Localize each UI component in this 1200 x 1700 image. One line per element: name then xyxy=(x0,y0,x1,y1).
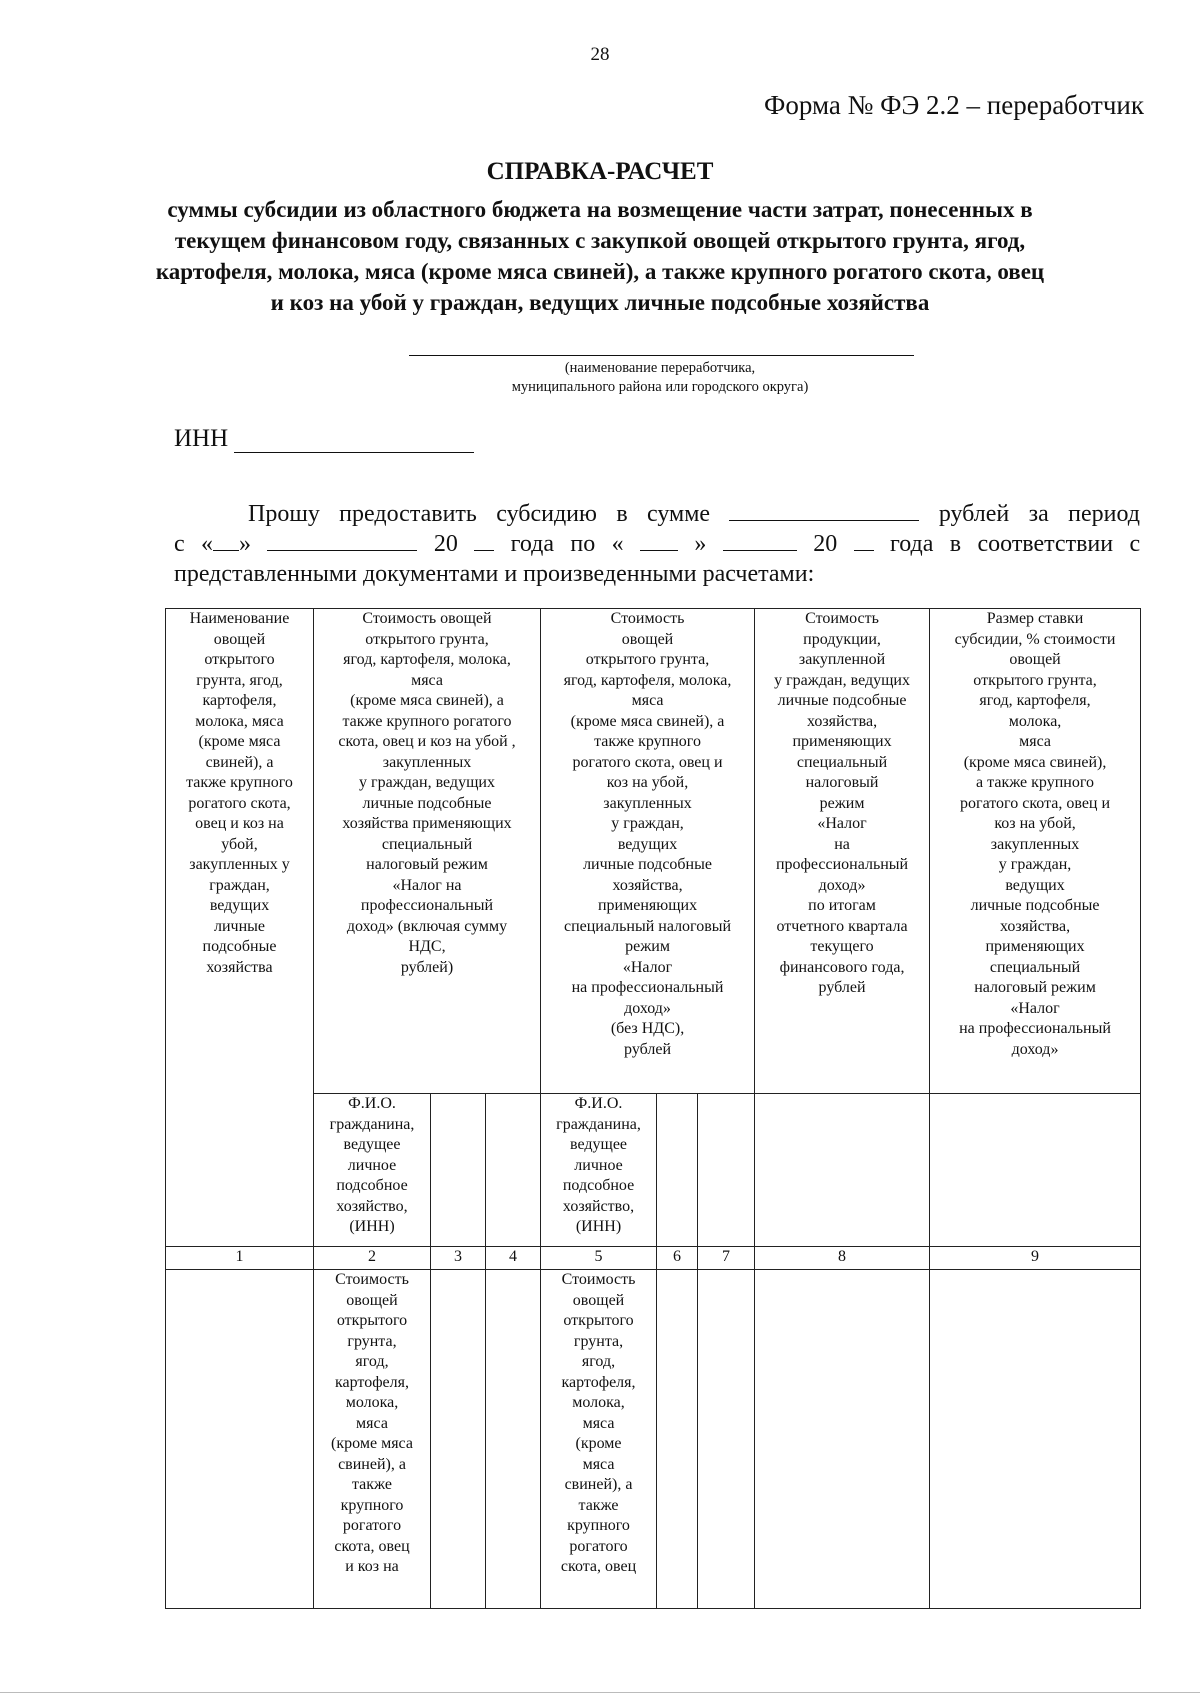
processor-name-caption xyxy=(350,359,970,397)
column-number-row xyxy=(166,1247,1141,1270)
data-cell[interactable] xyxy=(755,1270,930,1609)
request-line-1 xyxy=(174,499,1140,529)
request-text-part: года по « xyxy=(510,531,624,557)
page-number: 28 xyxy=(590,44,610,65)
fio-cell-with-vat xyxy=(314,1094,431,1247)
start-month-blank[interactable] xyxy=(267,530,417,551)
request-text-part: » xyxy=(694,531,707,557)
request-text-part: представленными документами и произведенными расчетами: xyxy=(174,561,815,587)
request-text-part: » xyxy=(239,531,252,557)
fio-cell-without-vat xyxy=(541,1094,657,1247)
request-line-2 xyxy=(174,529,1140,559)
column-number: 1 xyxy=(166,1247,314,1270)
request-text-part: Прошу предоставить субсидию в сумме xyxy=(248,501,711,527)
caption-line-1: (наименование переработчика, xyxy=(564,360,756,376)
form-number: Форма № ФЭ 2.2 – переработчик xyxy=(764,90,1144,120)
data-cell[interactable] xyxy=(930,1270,1141,1609)
empty-cell[interactable] xyxy=(755,1094,930,1247)
request-text-part: с « xyxy=(174,531,214,557)
processor-name-blank[interactable] xyxy=(409,355,914,356)
request-text-part: рублей за период xyxy=(938,501,1140,527)
column-number: 8 xyxy=(755,1247,930,1270)
column-number: 3 xyxy=(431,1247,486,1270)
header-cell-subsidy-rate xyxy=(930,609,1141,1094)
end-year-blank[interactable] xyxy=(854,530,874,551)
request-text-part: года в соответствии с xyxy=(889,531,1141,557)
header-text: Наименование овощей открытого грунта, ягод, картофеля, молока, мяса (кроме мяса свиней), а также крупного рогатого скота, овец и коз на убой, закупленных у граждан, ведущих личные подсобные хозяйства xyxy=(186,610,293,976)
header-cell-product-name xyxy=(166,609,314,1247)
data-row xyxy=(166,1270,1141,1609)
column-number: 2 xyxy=(314,1247,431,1270)
data-cell[interactable] xyxy=(698,1270,755,1609)
caption-line-2: муниципального района или городского округа) xyxy=(511,379,809,395)
data-cell[interactable] xyxy=(166,1270,314,1609)
document-title: СПРАВКА-РАСЧЕТ xyxy=(486,158,714,185)
end-month-blank[interactable] xyxy=(723,530,797,551)
header-text: Стоимость овощей открытого грунта, ягод, картофеля, молока, мяса (кроме мяса свиней), а также крупного рогатого скота, овец и коз на убой, закупленных у граждан, ведущих личные подсобные хозяйства, применяющих специальный налоговый режим «Налог на профессиональный доход» (без НДС), рублей xyxy=(563,610,732,1058)
header-text: Стоимость овощей открытого грунта, ягод, картофеля, молока, мяса (кроме мяса свиней), а также крупного рогатого скота, овец и коз на убой , закупленных у граждан, ведущих личные подсобные хозяйства применяющих специальный налоговый режим «Налог на профессиональный доход» (включая сумму НДС, рублей) xyxy=(338,610,516,976)
start-day-blank[interactable] xyxy=(213,530,239,551)
request-text-part: 20 xyxy=(813,531,838,557)
column-number: 9 xyxy=(930,1247,1141,1270)
empty-cell[interactable] xyxy=(431,1094,486,1247)
data-cell[interactable] xyxy=(486,1270,541,1609)
column-number: 6 xyxy=(657,1247,698,1270)
header-cell-cost-with-vat xyxy=(314,609,541,1094)
column-number: 7 xyxy=(698,1247,755,1270)
column-number: 5 xyxy=(541,1247,657,1270)
cost-text: Стоимость овощей открытого грунта, ягод, картофеля, молока, мяса (кроме мяса свиней), а также крупного рогатого скота, овец и коз на xyxy=(331,1271,413,1575)
fio-text: Ф.И.О. гражданина, ведущее личное подсобное хозяйство, (ИНН) xyxy=(329,1095,415,1235)
inn-blank[interactable] xyxy=(234,428,474,453)
start-year-blank[interactable] xyxy=(474,530,494,551)
empty-cell[interactable] xyxy=(657,1094,698,1247)
amount-blank[interactable] xyxy=(729,500,919,521)
column-number: 4 xyxy=(486,1247,541,1270)
data-cell[interactable] xyxy=(657,1270,698,1609)
header-text: Стоимость продукции, закупленной у граждан, ведущих личные подсобные хозяйства, применяющих специальный налоговый режим «Налог на профессиональный доход» по итогам отчетного квартала текущего финансового года, рублей xyxy=(774,610,910,996)
header-cell-quarter-cost xyxy=(755,609,930,1094)
request-text-part: 20 xyxy=(433,531,458,557)
data-cell-cost-with-vat xyxy=(314,1270,431,1609)
empty-cell[interactable] xyxy=(698,1094,755,1247)
header-text: Размер ставки субсидии, % стоимости овощей открытого грунта, ягод, картофеля, молока, мяса (кроме мяса свиней), а также крупного рогатого скота, овец и коз на убой, закупленных у граждан, ведущих личные подсобные хозяйства, применяющих специальный налоговый режим «Налог на профессиональный доход» xyxy=(954,610,1116,1058)
document-subtitle: суммы субсидии из областного бюджета на возмещение части затрат, понесенных в текущем финансовом году, связанных с закупкой овощей открытого грунта, ягод, картофеля, молока, мяса (кроме мяса свиней), а также крупного рогатого скота, овец и коз на убой у граждан, ведущих личные подсобные хозяйства xyxy=(155,197,1045,315)
fio-text: Ф.И.О. гражданина, ведущее личное подсобное хозяйство, (ИНН) xyxy=(556,1095,641,1235)
header-cell-cost-without-vat xyxy=(541,609,755,1094)
end-day-blank[interactable] xyxy=(640,530,678,551)
request-line-3 xyxy=(174,559,1140,589)
calculation-table xyxy=(165,608,1141,1609)
empty-cell[interactable] xyxy=(930,1094,1141,1247)
inn-row xyxy=(174,425,474,453)
data-cell-cost-without-vat xyxy=(541,1270,657,1609)
inn-label: ИНН xyxy=(174,425,229,452)
data-cell[interactable] xyxy=(431,1270,486,1609)
title-block xyxy=(150,156,1050,318)
empty-cell[interactable] xyxy=(486,1094,541,1247)
header-row xyxy=(166,609,1141,1094)
cost-text: Стоимость овощей открытого грунта, ягод, картофеля, молока, мяса (кроме мяса свиней), а также крупного рогатого скота, овец xyxy=(560,1271,637,1575)
request-paragraph xyxy=(174,499,1140,589)
scan-edge-line xyxy=(0,1692,1200,1693)
